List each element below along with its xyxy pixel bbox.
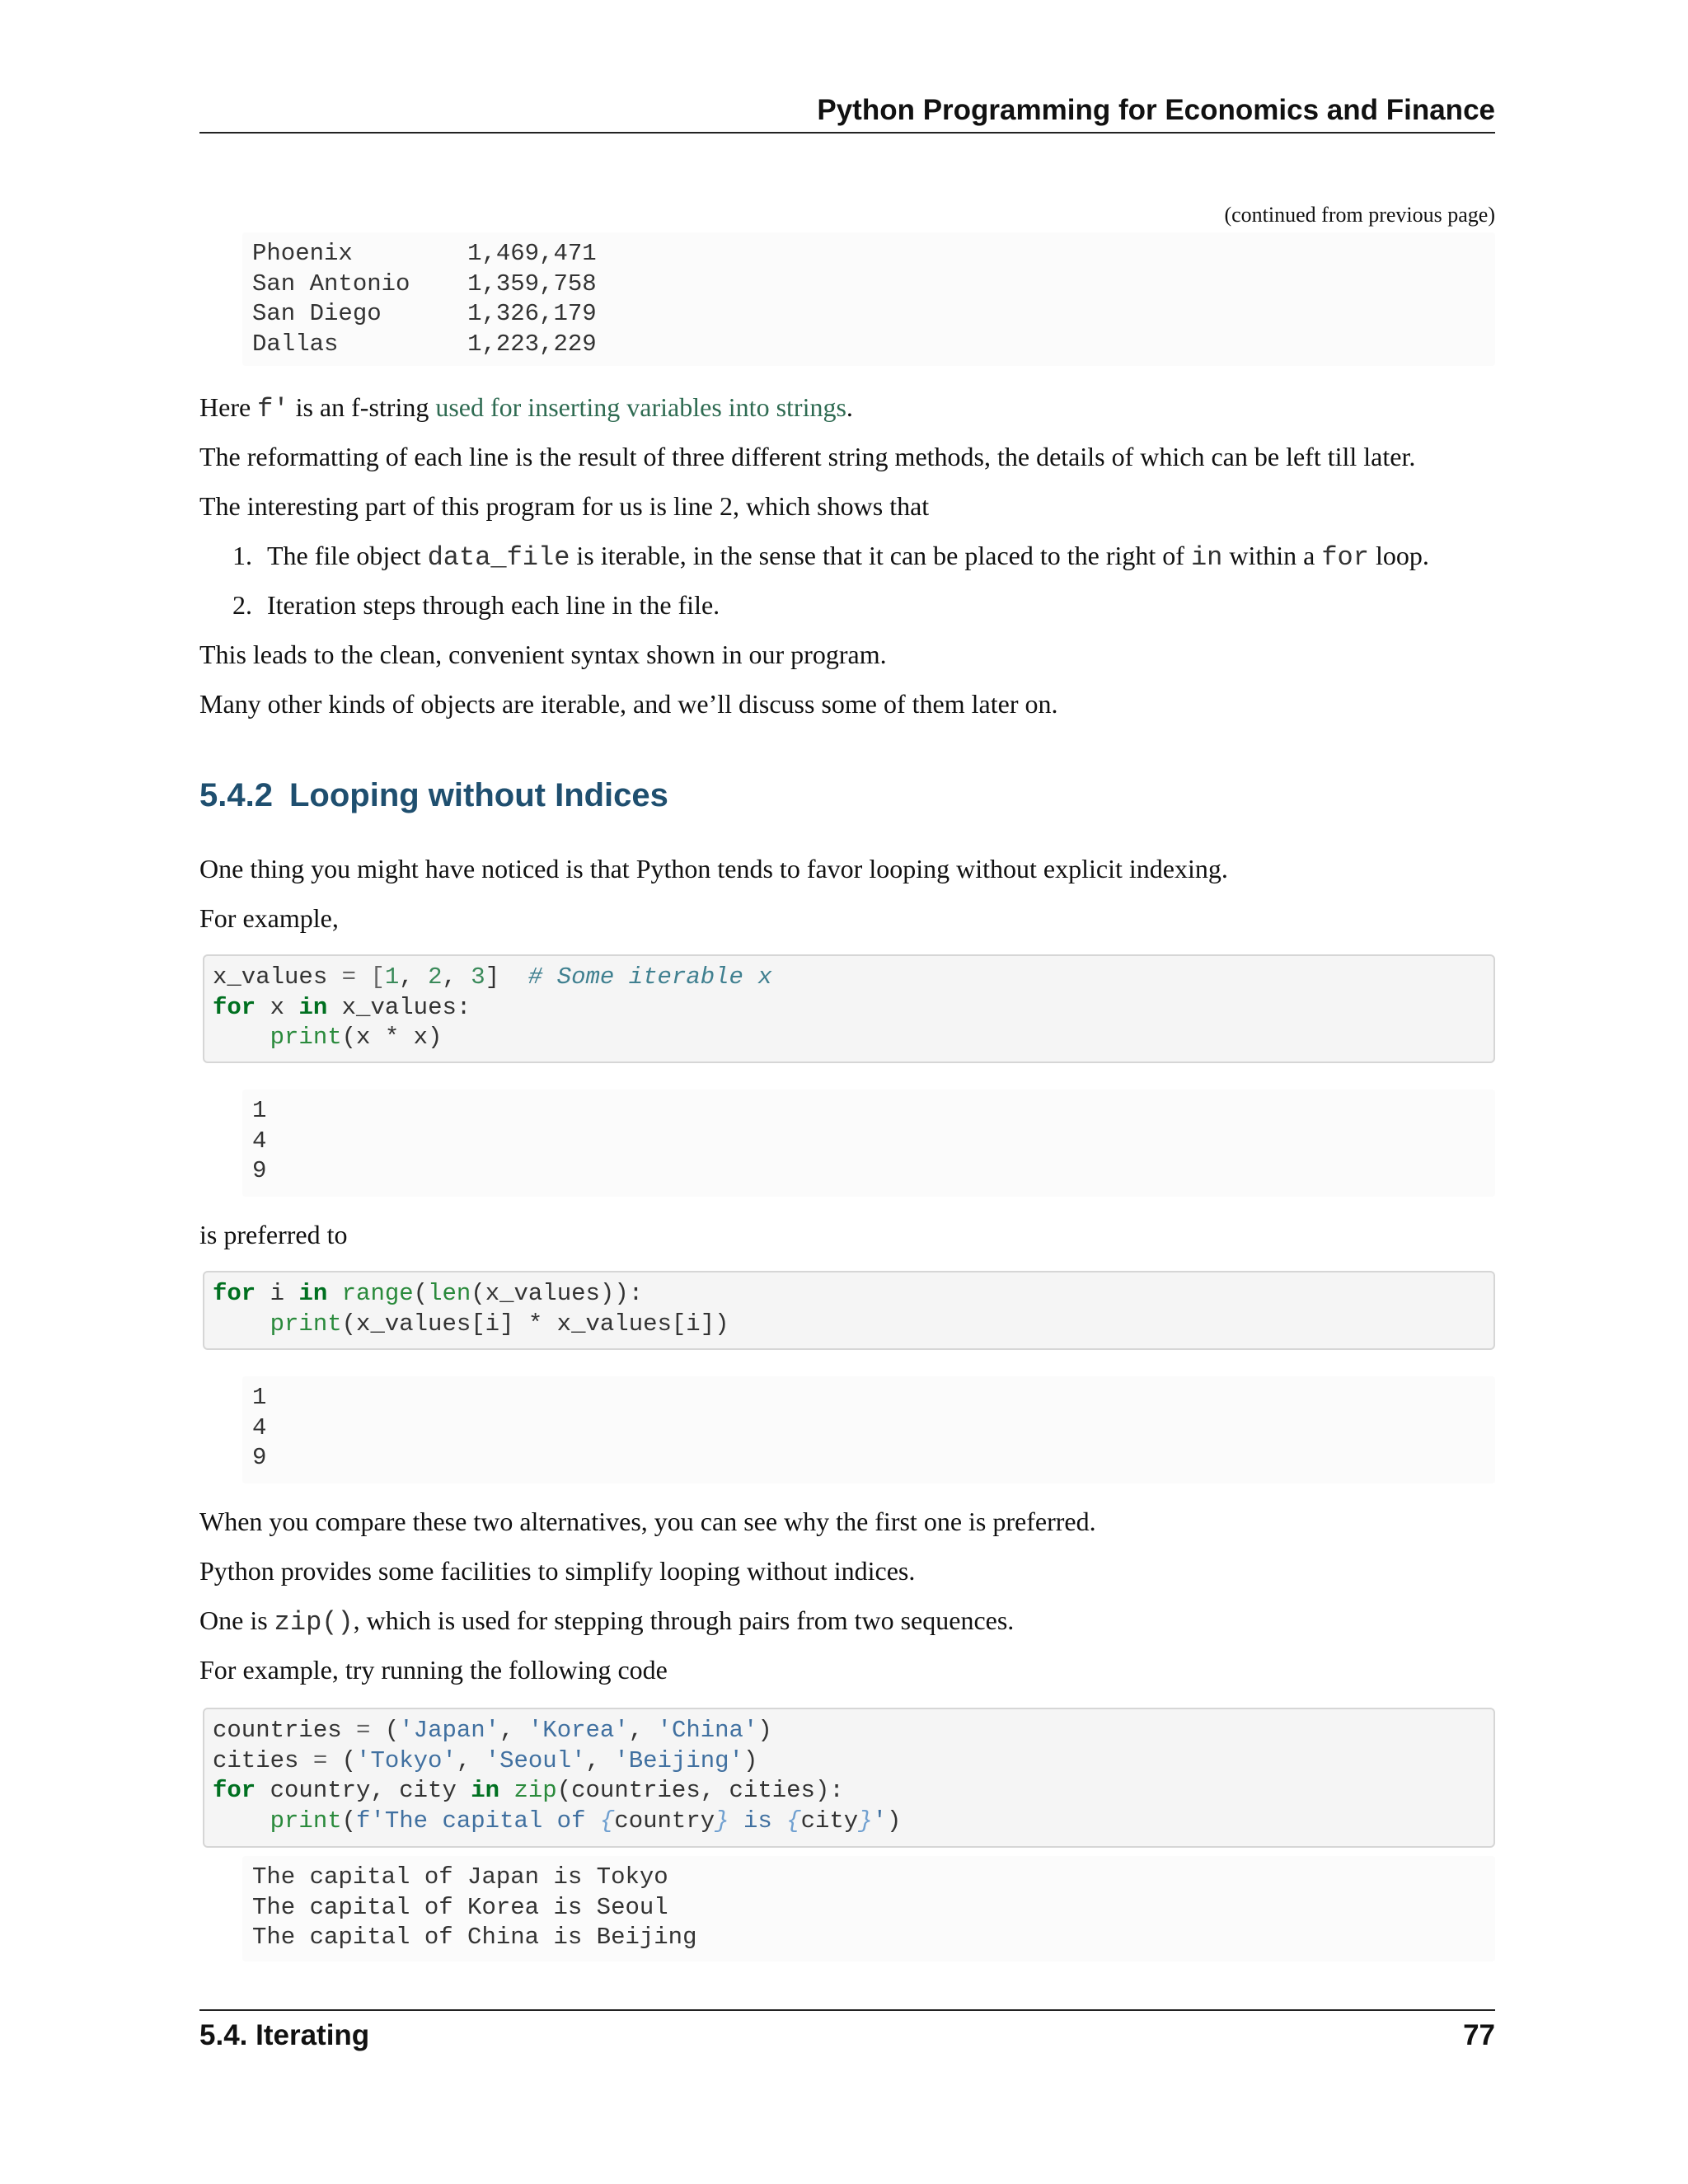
code-block-zip: countries = ('Japan', 'Korea', 'China') cities = ('Tokyo', 'Seoul', 'Beijing') for country, city in zip(countries, cities): print(f'The capital of {country} is {city}')	[203, 1708, 1495, 1848]
paragraph-preferred: is preferred to	[199, 1220, 348, 1249]
code-block-loop: x_values = [1, 2, 3] # Some iterable x for x in x_values: print(x * x)	[203, 954, 1495, 1063]
paragraph-try: For example, try running the following code	[199, 1655, 668, 1685]
output-line: Phoenix 1,469,471	[252, 240, 597, 267]
output-line: 4	[252, 1127, 267, 1155]
continued-note: (continued from previous page)	[1224, 203, 1495, 227]
output-line: San Antonio 1,359,758	[252, 269, 597, 298]
paragraph-favor: One thing you might have noticed is that Python tends to favor looping without explicit indexing.	[199, 854, 1228, 883]
output-block-cities	[242, 232, 1495, 366]
paragraph-reformat: The reformatting of each line is the result of three different string methods, the details of which can be left till later.	[199, 442, 1416, 471]
output-block-capitals	[242, 1856, 1495, 1961]
output-block-squares-2	[242, 1376, 1495, 1483]
paragraph-interesting: The interesting part of this program for us is line 2, which shows that	[199, 491, 930, 521]
output-line: 1	[252, 1097, 267, 1124]
fstring-link[interactable]: used for inserting variables into strings	[435, 392, 846, 422]
list-item-1: 1. The file object data_file is iterable, in the sense that it can be placed to the right of in within a for loop.	[232, 541, 1429, 573]
list-item-2: 2. Iteration steps through each line in the file.	[232, 590, 720, 620]
paragraph-clean: This leads to the clean, convenient syntax shown in our program.	[199, 640, 887, 669]
paragraph-facilities: Python provides some facilities to simplify looping without indices.	[199, 1556, 916, 1586]
output-line: 9	[252, 1157, 267, 1184]
paragraph-for-example: For example,	[199, 903, 339, 933]
code-block-index-loop: for i in range(len(x_values)): print(x_values[i] * x_values[i])	[203, 1271, 1495, 1350]
paragraph-compare: When you compare these two alternatives, you can see why the first one is preferred.	[199, 1507, 1096, 1536]
output-line: San Diego 1,326,179	[252, 300, 597, 327]
paragraph-zip: One is zip(), which is used for stepping through pairs from two sequences.	[199, 1605, 1015, 1638]
output-line: 9	[252, 1444, 267, 1471]
page-number: 77	[1463, 2019, 1495, 2051]
output-line: The capital of China is Beijing	[252, 1924, 697, 1951]
output-line: The capital of Japan is Tokyo	[252, 1863, 668, 1891]
output-line: Dallas 1,223,229	[252, 330, 597, 358]
footer-section: 5.4. Iterating	[199, 2019, 370, 2051]
section-heading: 5.4.2 Looping without Indices	[199, 777, 668, 813]
footer-rule	[199, 2009, 1495, 2011]
paragraph-many: Many other kinds of objects are iterable, and we’ll discuss some of them later on.	[199, 689, 1058, 719]
running-header: Python Programming for Economics and Finance	[199, 92, 1495, 134]
paragraph-fstring: Here f' is an f-string used for inserting variables into strings.	[199, 392, 853, 424]
output-line: The capital of Korea is Seoul	[252, 1893, 668, 1921]
output-line: 4	[252, 1413, 267, 1441]
output-block-squares-1	[242, 1090, 1495, 1197]
output-line: 1	[252, 1384, 267, 1411]
